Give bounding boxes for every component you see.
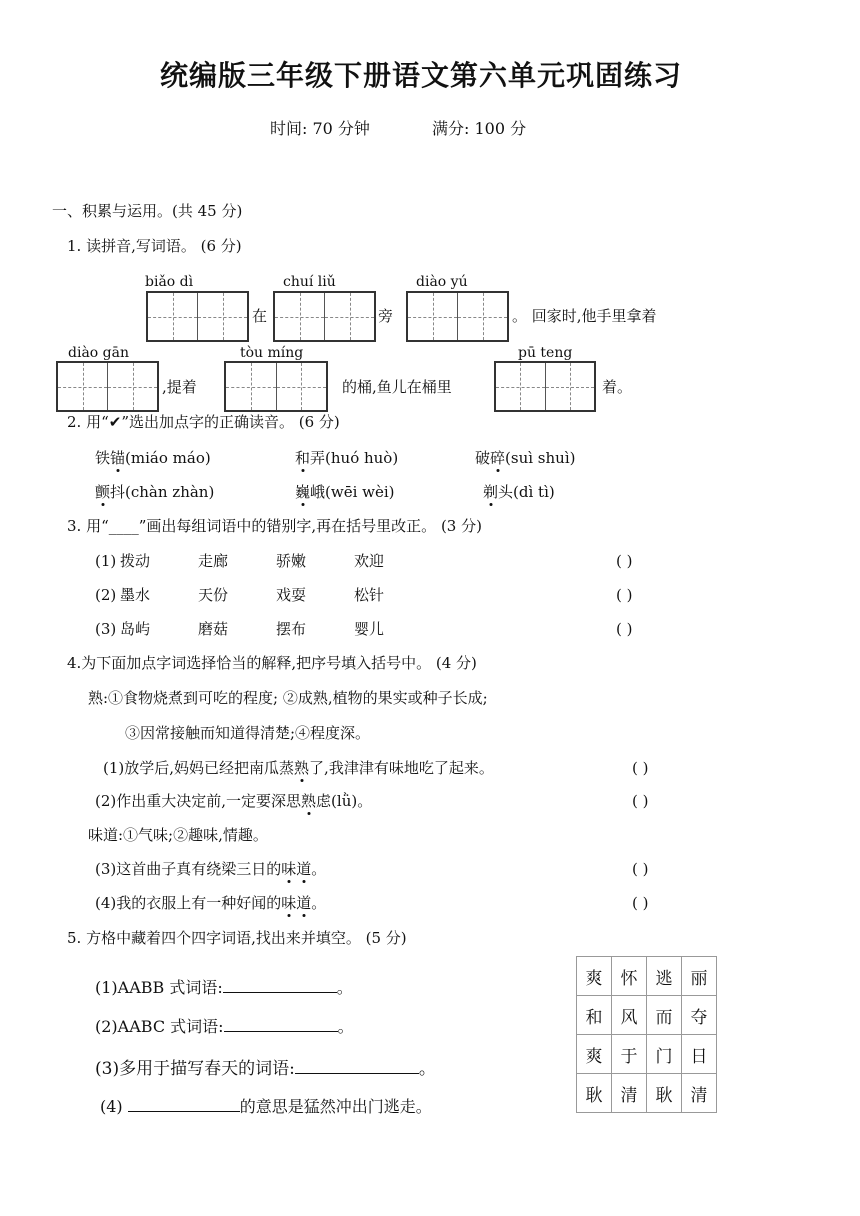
q2-item-5[interactable]: 巍峨(wēi wèi) [295, 483, 395, 501]
q3-row-1-word-4[interactable]: 欢迎 [354, 552, 385, 570]
q3-row-3-word-1[interactable]: 岛屿 [120, 620, 151, 638]
q5-line-2: (2)AABC 式词语: 。 [95, 1017, 354, 1036]
q2-item-3[interactable]: 破碎(suì shuì) [475, 449, 576, 467]
q1-text-pang: 旁 [378, 307, 394, 325]
q4-shu-def-2: ③因常接触而知道得清楚;④程度深。 [125, 724, 371, 742]
grid-cell[interactable]: 清 [682, 1074, 717, 1113]
score-label: 满分: 100 分 [432, 119, 527, 138]
q2-item-2[interactable]: 和弄(huó huò) [295, 449, 399, 467]
q3-row-2-word-1[interactable]: 墨水 [120, 586, 151, 604]
write-grid-3[interactable] [406, 291, 509, 342]
q3-row-3-answer[interactable]: ( ) [616, 620, 633, 638]
grid-cell[interactable]: 风 [612, 996, 647, 1035]
q4-shu-def-1: 熟:①食物烧煮到可吃的程度; ②成熟,植物的果实或种子长成; [88, 689, 488, 707]
write-grid-5[interactable] [224, 361, 328, 412]
q4-answer-2[interactable]: ( ) [632, 792, 649, 810]
q3-label: 3. 用“____”画出每组词语中的错别字,再在括号里改正。 (3 分) [67, 517, 482, 535]
q2-label: 2. 用“✔”选出加点字的正确读音。 (6 分) [67, 413, 340, 431]
q3-row-1-answer[interactable]: ( ) [616, 552, 633, 570]
write-grid-4[interactable] [56, 361, 159, 412]
grid-cell[interactable]: 而 [647, 996, 682, 1035]
q4-label: 4.为下面加点字词选择恰当的解释,把序号填入括号中。 (4 分) [67, 654, 477, 672]
q1-text-tong: 的桶,鱼儿在桶里 [342, 378, 452, 396]
write-grid-1[interactable] [146, 291, 249, 342]
grid-cell[interactable]: 逃 [647, 957, 682, 996]
time-label: 时间: 70 分钟 [270, 119, 370, 138]
q4-sentence-4: (4)我的衣服上有一种好闻的味道。 [95, 894, 327, 912]
q5-line-3: (3)多用于描写春天的词语: 。 [95, 1059, 436, 1079]
q5-blank-1[interactable] [223, 992, 337, 993]
q2-item-6[interactable]: 剃头(dì tì) [483, 483, 555, 501]
q1-text-end1: 。 回家时,他手里拿着 [512, 307, 657, 325]
grid-cell[interactable]: 耿 [647, 1074, 682, 1113]
grid-cell[interactable]: 门 [647, 1035, 682, 1074]
grid-cell[interactable]: 耿 [577, 1074, 612, 1113]
q3-row-3-word-4[interactable]: 婴儿 [354, 620, 385, 638]
word-puzzle-grid [576, 956, 717, 1113]
q3-row-2-answer[interactable]: ( ) [616, 586, 633, 604]
q1-text-tizhe: ,提着 [162, 378, 197, 396]
q2-item-4[interactable]: 颤抖(chàn zhàn) [95, 483, 215, 501]
q3-row-3-word-3[interactable]: 摆布 [276, 620, 307, 638]
q3-row-1-word-3[interactable]: 骄嫩 [276, 552, 307, 570]
q4-answer-4[interactable]: ( ) [632, 894, 649, 912]
grid-cell[interactable]: 怀 [612, 957, 647, 996]
q2-item-1[interactable]: 铁锚(miáo máo) [95, 449, 211, 467]
section-heading: 一、积累与运用。(共 45 分) [52, 202, 243, 220]
q4-sentence-2: (2)作出重大决定前,一定要深思熟虑(lǜ)。 [95, 792, 373, 810]
q3-row-1-num: (1) [95, 552, 117, 570]
q4-sentence-3: (3)这首曲子真有绕梁三日的味道。 [95, 860, 327, 878]
write-grid-2[interactable] [273, 291, 376, 342]
grid-cell[interactable]: 日 [682, 1035, 717, 1074]
q5-blank-2[interactable] [224, 1031, 338, 1032]
grid-cell[interactable]: 夺 [682, 996, 717, 1035]
q5-label: 5. 方格中藏着四个四字词语,找出来并填空。 (5 分) [67, 929, 407, 947]
q4-answer-1[interactable]: ( ) [632, 759, 649, 777]
q3-row-2-word-2[interactable]: 天份 [198, 586, 229, 604]
pinyin-1: biǎo dì [145, 274, 194, 290]
q3-row-1-word-1[interactable]: 拨动 [120, 552, 151, 570]
q4-sentence-1: (1)放学后,妈妈已经把南瓜蒸熟了,我津津有味地吃了起来。 [103, 759, 494, 777]
q5-line-4: (4) 的意思是猛然冲出门逃走。 [100, 1097, 432, 1116]
q3-row-3-word-2[interactable]: 磨菇 [198, 620, 229, 638]
q4-answer-3[interactable]: ( ) [632, 860, 649, 878]
q3-row-2-word-3[interactable]: 戏耍 [276, 586, 307, 604]
page-title: 统编版三年级下册语文第六单元巩固练习 [160, 59, 683, 92]
pinyin-3: diào yú [416, 274, 468, 290]
q3-row-2-word-4[interactable]: 松针 [354, 586, 385, 604]
pinyin-2: chuí liǔ [283, 274, 336, 290]
q3-row-3-num: (3) [95, 620, 117, 638]
grid-cell[interactable]: 于 [612, 1035, 647, 1074]
q1-text-zai: 在 [252, 307, 268, 325]
q3-row-2-num: (2) [95, 586, 117, 604]
grid-cell[interactable]: 爽 [577, 957, 612, 996]
grid-cell[interactable]: 爽 [577, 1035, 612, 1074]
q5-line-1: (1)AABB 式词语: 。 [95, 978, 353, 997]
grid-cell[interactable]: 丽 [682, 957, 717, 996]
q5-blank-3[interactable] [295, 1073, 419, 1074]
q1-label: 1. 读拼音,写词语。 (6 分) [67, 237, 242, 255]
q5-blank-4[interactable] [128, 1111, 240, 1112]
q3-row-1-word-2[interactable]: 走廊 [198, 552, 229, 570]
pinyin-6: pū teng [518, 345, 573, 361]
q4-weidao-def: 味道:①气味;②趣味,情趣。 [88, 826, 268, 844]
grid-cell[interactable]: 和 [577, 996, 612, 1035]
grid-cell[interactable]: 清 [612, 1074, 647, 1113]
pinyin-5: tòu míng [240, 345, 304, 361]
q1-text-zhe: 着。 [602, 378, 633, 396]
write-grid-6[interactable] [494, 361, 596, 412]
pinyin-4: diào gān [68, 345, 129, 361]
